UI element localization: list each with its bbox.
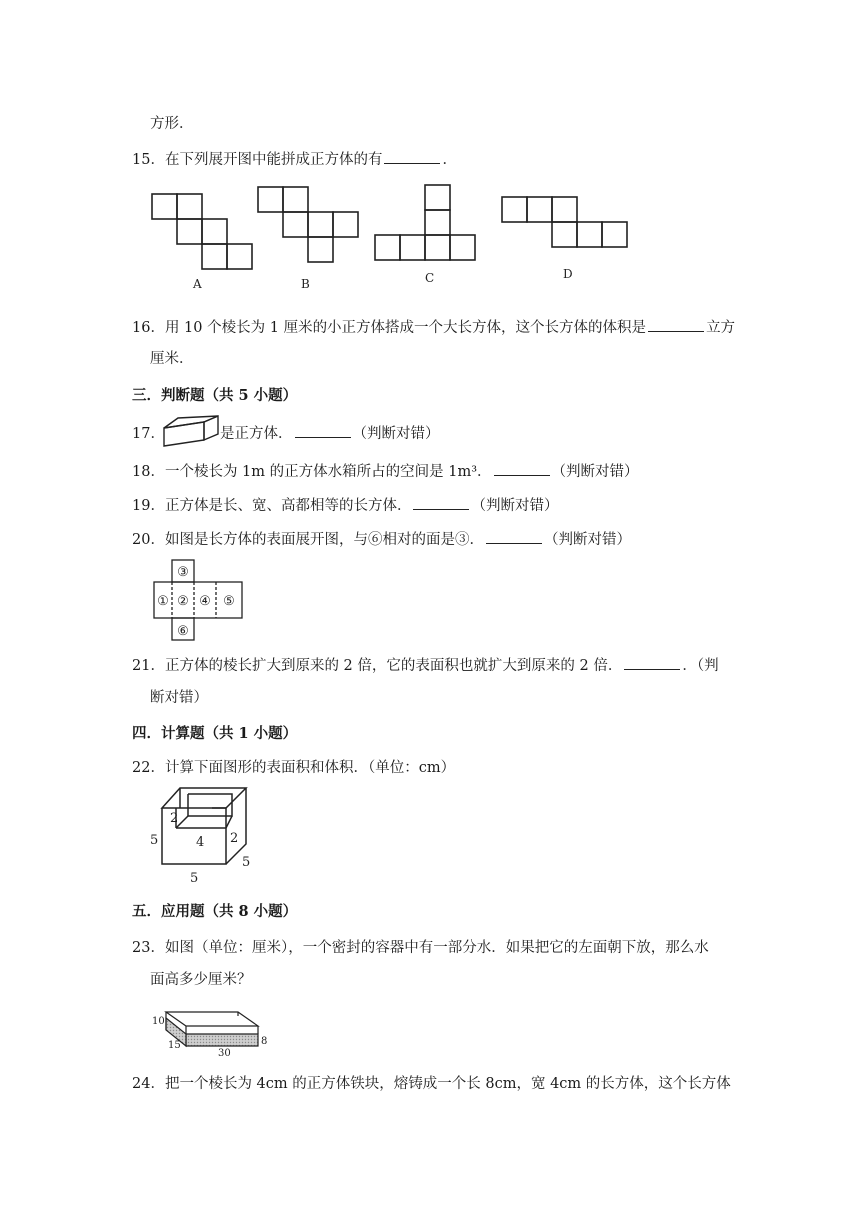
q18-line (132, 460, 639, 481)
q21-mid: ．（判 (682, 658, 719, 674)
dim-depth-5: 5 (242, 855, 251, 870)
q18-tail: （判断对错） (551, 464, 639, 480)
q21-line1 (132, 654, 719, 675)
q19-question: 19．正方体是长、宽、高都相等的长方体． (132, 498, 412, 514)
q21-line2: 断对错） (150, 690, 208, 706)
face-4: ④ (199, 594, 211, 609)
q17-answer-blank[interactable] (295, 423, 351, 438)
q15-answer-blank[interactable] (384, 149, 440, 164)
q15-nets-figure (0, 180, 860, 300)
face-2: ② (177, 594, 189, 609)
q23-container-figure (148, 1002, 274, 1059)
q18-answer-blank[interactable] (494, 461, 550, 476)
q16-unit-part: 立方 (706, 320, 736, 336)
q23-line2: 面高多少厘米？ (150, 972, 252, 988)
dim-length-5: 5 (190, 871, 199, 886)
section-4-heading: 四．计算题（共 1 小题） (132, 725, 298, 742)
net-label-c: C (425, 271, 435, 285)
net-label-d: D (563, 267, 573, 281)
q20-line (132, 528, 631, 549)
q17-line (132, 422, 165, 443)
face-3: ③ (177, 565, 189, 580)
q19-answer-blank[interactable] (413, 495, 469, 510)
q16-line1 (132, 316, 735, 337)
q21-question: 21．正方体的棱长扩大到原来的 2 倍，它的表面积也就扩大到原来的 2 倍． (132, 658, 623, 674)
dim-inner-right-2: 2 (230, 831, 239, 846)
dim-10: 10 (152, 1016, 165, 1027)
q21-answer-blank[interactable] (624, 655, 680, 670)
q15-question: 15．在下列展开图中能拼成正方体的有 (132, 152, 383, 168)
face-1: ① (157, 594, 169, 609)
q15-text (132, 148, 457, 169)
q14-continuation: 方形． (150, 116, 194, 132)
q18-question: 18．一个棱长为 1m 的正方体水箱所占的空间是 1m³． (132, 464, 492, 480)
q20-tail: （判断对错） (543, 532, 631, 548)
q17-question: 是正方体． (220, 426, 293, 442)
q19-line (132, 494, 558, 515)
section-5-heading: 五．应用题（共 8 小题） (132, 903, 298, 920)
face-6: ⑥ (177, 624, 189, 639)
q22-text: 22．计算下面图形的表面积和体积．（单位：cm） (132, 760, 456, 776)
q17-number: 17． (132, 426, 165, 442)
face-5: ⑤ (223, 594, 235, 609)
q16-line2: 厘米． (150, 351, 194, 367)
net-label-b: B (301, 277, 310, 291)
q16-answer-blank[interactable] (648, 317, 704, 332)
q17-cuboid-figure (162, 416, 222, 448)
q20-answer-blank[interactable] (486, 529, 542, 544)
q24-line1: 24．把一个棱长为 4cm 的正方体铁块，熔铸成一个长 8cm，宽 4cm 的长方体，这个长方体 (132, 1076, 731, 1092)
dim-inner-left-2: 2 (170, 811, 179, 826)
net-label-a: A (193, 277, 202, 291)
dim-15: 15 (168, 1040, 181, 1051)
dim-30: 30 (218, 1048, 231, 1059)
q19-tail: （判断对错） (471, 498, 559, 514)
dim-inner-4: 4 (196, 835, 205, 850)
q16-question: 16．用 10 个棱长为 1 厘米的小正方体搭成一个大长方体，这个长方体的体积是 (132, 320, 647, 336)
section-3-heading: 三．判断题（共 5 小题） (132, 387, 298, 404)
q15-end: ． (442, 152, 457, 168)
dim-height-5: 5 (150, 833, 159, 848)
q20-question: 20．如图是长方体的表面展开图，与⑥相对的面是③． (132, 532, 484, 548)
q17-rest (220, 422, 440, 443)
q20-net-figure (150, 558, 250, 644)
q23-line1: 23．如图（单位：厘米），一个密封的容器中有一部分水．如果把它的左面朝下放，那么水 (132, 940, 709, 956)
q17-tail: （判断对错） (352, 426, 440, 442)
q22-solid-figure (148, 786, 268, 892)
dim-8: 8 (261, 1036, 268, 1047)
